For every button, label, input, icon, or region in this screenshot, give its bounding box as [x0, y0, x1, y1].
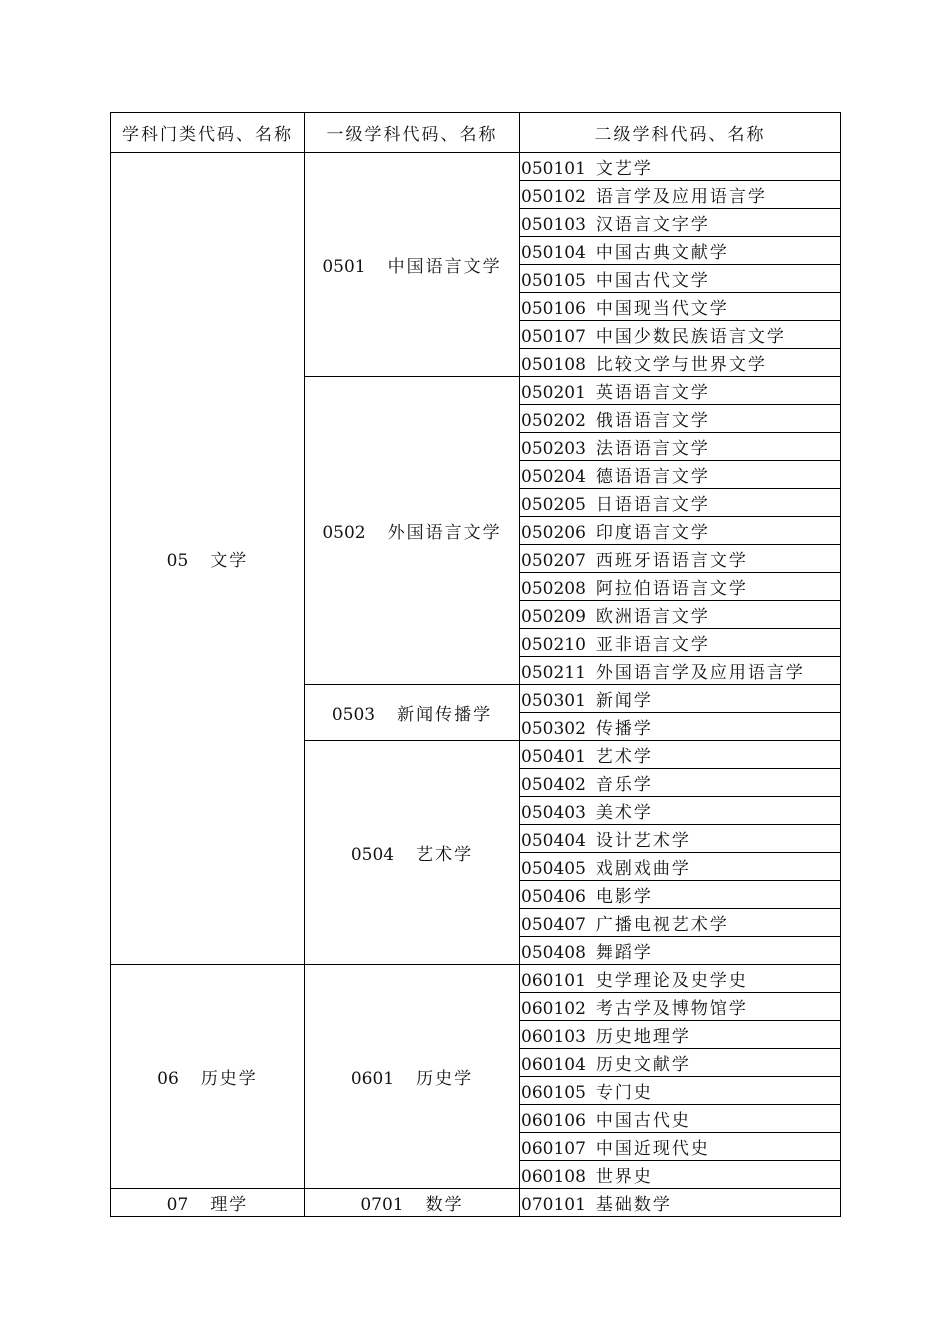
level2-cell: [520, 713, 841, 741]
level1-cell: [305, 741, 520, 965]
table-row: [111, 153, 841, 181]
level2-name: 英语语言文学: [595, 383, 710, 403]
table-row: [111, 1189, 841, 1217]
level2-name: 新闻学: [595, 691, 653, 711]
level2-name: 阿拉伯语语言文学: [595, 579, 748, 599]
level2-name: 法语语言文学: [595, 439, 710, 459]
level1-name: 数学: [425, 1195, 464, 1215]
level1-code: 0601: [350, 1069, 395, 1089]
level2-code: 050107: [521, 327, 586, 347]
level2-name: 中国近现代史: [595, 1139, 710, 1159]
level2-cell: [520, 601, 841, 629]
level2-code: 050302: [521, 719, 586, 739]
level2-name: 世界史: [595, 1167, 653, 1187]
level2-cell: [520, 657, 841, 685]
level2-code: 050202: [521, 411, 586, 431]
level2-name: 文艺学: [595, 159, 653, 179]
table-body: [111, 153, 841, 1217]
category-cell: [111, 1189, 305, 1217]
header-level1: 一级学科代码、名称: [305, 113, 520, 153]
level2-cell: [520, 1049, 841, 1077]
level1-name: 外国语言文学: [387, 523, 502, 543]
level2-code: 050103: [521, 215, 586, 235]
level2-cell: [520, 209, 841, 237]
level2-name: 比较文学与世界文学: [595, 355, 767, 375]
level2-name: 日语语言文学: [595, 495, 710, 515]
level1-code: 0502: [322, 523, 366, 543]
level2-name: 中国古代文学: [595, 271, 710, 291]
level2-cell: [520, 881, 841, 909]
level2-code: 050204: [521, 467, 586, 487]
level2-cell: [520, 265, 841, 293]
level2-cell: [520, 685, 841, 713]
category-code: 06: [157, 1069, 179, 1089]
level1-cell: [305, 965, 520, 1189]
level2-cell: [520, 1021, 841, 1049]
level2-name: 汉语言文字学: [595, 215, 710, 235]
level2-cell: [520, 1105, 841, 1133]
level2-code: 070101: [521, 1195, 586, 1215]
level2-name: 史学理论及史学史: [595, 971, 748, 991]
level2-cell: [520, 349, 841, 377]
level2-cell: [520, 937, 841, 965]
level2-cell: [520, 461, 841, 489]
level2-name: 历史地理学: [595, 1027, 691, 1047]
discipline-table: [110, 112, 841, 1217]
level2-cell: [520, 909, 841, 937]
level2-name: 传播学: [595, 719, 653, 739]
level2-code: 050405: [521, 859, 586, 879]
header-level2: 二级学科代码、名称: [520, 113, 841, 153]
level2-name: 舞蹈学: [595, 943, 653, 963]
level2-code: 050209: [521, 607, 586, 627]
level2-name: 德语语言文学: [595, 467, 710, 487]
level2-code: 050203: [521, 439, 586, 459]
level1-code: 0501: [322, 257, 366, 277]
level2-code: 060102: [521, 999, 586, 1019]
category-name: 理学: [210, 1195, 249, 1215]
level2-code: 050105: [521, 271, 586, 291]
level2-name: 专门史: [595, 1083, 653, 1103]
level2-name: 外国语言学及应用语言学: [595, 663, 805, 683]
level2-cell: [520, 741, 841, 769]
level1-code: 0701: [360, 1195, 404, 1215]
level2-code: 060108: [521, 1167, 586, 1187]
level2-cell: [520, 489, 841, 517]
level2-cell: [520, 993, 841, 1021]
level2-cell: [520, 545, 841, 573]
level1-name: 艺术学: [416, 845, 474, 865]
level1-code: 0503: [331, 705, 376, 725]
level2-name: 美术学: [595, 803, 653, 823]
category-name: 历史学: [200, 1069, 258, 1089]
level2-name: 语言学及应用语言学: [595, 187, 767, 207]
level1-name: 新闻传播学: [397, 705, 493, 725]
header-category: 学科门类代码、名称: [111, 113, 305, 153]
level2-name: 欧洲语言文学: [595, 607, 710, 627]
level2-name: 中国古代史: [595, 1111, 691, 1131]
level2-name: 中国现当代文学: [595, 299, 729, 319]
level2-code: 050404: [521, 831, 586, 851]
level2-cell: [520, 629, 841, 657]
level2-name: 考古学及博物馆学: [595, 999, 748, 1019]
level2-code: 050408: [521, 943, 586, 963]
level2-code: 050205: [521, 495, 586, 515]
level2-code: 050402: [521, 775, 586, 795]
level1-cell: [305, 1189, 520, 1217]
level2-code: 050406: [521, 887, 586, 907]
level2-name: 艺术学: [595, 747, 653, 767]
level2-cell: [520, 769, 841, 797]
level1-cell: [305, 377, 520, 685]
level2-cell: [520, 153, 841, 181]
level2-code: 050101: [521, 159, 586, 179]
level2-name: 广播电视艺术学: [595, 915, 729, 935]
level2-name: 印度语言文学: [595, 523, 710, 543]
level2-name: 设计艺术学: [595, 831, 691, 851]
level1-cell: [305, 153, 520, 377]
level1-code: 0504: [350, 845, 395, 865]
level2-name: 戏剧戏曲学: [595, 859, 691, 879]
level2-code: 050211: [521, 663, 586, 683]
level2-code: 050106: [521, 299, 586, 319]
level2-code: 050301: [521, 691, 586, 711]
level2-code: 050108: [521, 355, 586, 375]
level2-name: 中国少数民族语言文学: [595, 327, 786, 347]
header-row: [111, 113, 841, 153]
level2-code: 060101: [521, 971, 586, 991]
level2-cell: [520, 377, 841, 405]
level2-name: 西班牙语语言文学: [595, 551, 748, 571]
level2-code: 060104: [521, 1055, 586, 1075]
level1-cell: [305, 685, 520, 741]
level2-code: 060105: [521, 1083, 586, 1103]
level2-cell: [520, 321, 841, 349]
category-name: 文学: [210, 551, 249, 571]
level2-cell: [520, 797, 841, 825]
level2-cell: [520, 1133, 841, 1161]
level2-code: 050401: [521, 747, 586, 767]
level2-cell: [520, 853, 841, 881]
level2-cell: [520, 1077, 841, 1105]
level2-cell: [520, 825, 841, 853]
level2-cell: [520, 433, 841, 461]
category-cell: [111, 965, 305, 1189]
level2-cell: [520, 293, 841, 321]
level2-cell: [520, 965, 841, 993]
level2-cell: [520, 405, 841, 433]
level2-code: 050210: [521, 635, 586, 655]
level2-name: 中国古典文献学: [595, 243, 729, 263]
level2-name: 亚非语言文学: [595, 635, 710, 655]
level2-name: 音乐学: [595, 775, 653, 795]
level2-code: 060106: [521, 1111, 586, 1131]
level2-cell: [520, 573, 841, 601]
level2-code: 050206: [521, 523, 586, 543]
category-code: 07: [166, 1195, 189, 1215]
level2-code: 060103: [521, 1027, 586, 1047]
level2-code: 050207: [521, 551, 586, 571]
category-code: 05: [166, 551, 189, 571]
level2-cell: [520, 237, 841, 265]
level2-name: 电影学: [595, 887, 653, 907]
category-cell: [111, 153, 305, 965]
level2-code: 050407: [521, 915, 586, 935]
level2-cell: [520, 181, 841, 209]
level2-code: 050104: [521, 243, 586, 263]
level2-code: 050403: [521, 803, 586, 823]
level2-code: 050208: [521, 579, 586, 599]
level2-code: 050201: [521, 383, 586, 403]
level2-cell: [520, 517, 841, 545]
level2-code: 060107: [521, 1139, 586, 1159]
level2-code: 050102: [521, 187, 586, 207]
level2-name: 俄语语言文学: [595, 411, 710, 431]
level2-name: 基础数学: [595, 1195, 672, 1215]
level2-cell: [520, 1189, 841, 1217]
level1-name: 历史学: [416, 1069, 474, 1089]
level2-name: 历史文献学: [595, 1055, 691, 1075]
table-row: [111, 965, 841, 993]
level2-cell: [520, 1161, 841, 1189]
level1-name: 中国语言文学: [387, 257, 502, 277]
